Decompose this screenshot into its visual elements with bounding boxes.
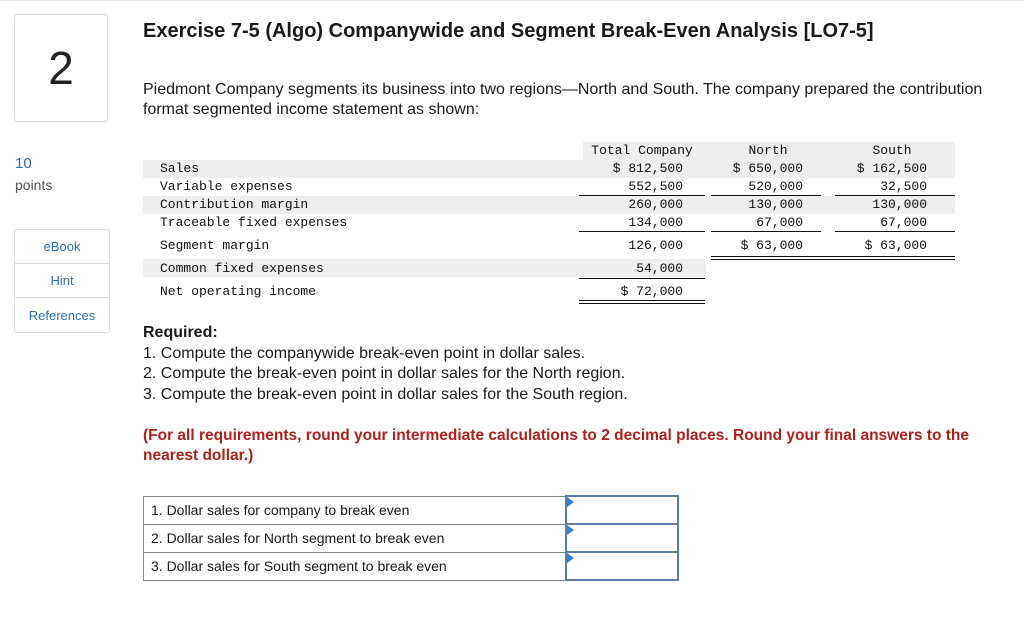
rule <box>711 195 821 196</box>
south-value: 67,000 <box>880 215 927 230</box>
row-label: Sales <box>160 161 200 176</box>
double-rule <box>579 300 705 301</box>
total-value: 126,000 <box>628 238 683 253</box>
north-value: $ 650,000 <box>732 161 803 176</box>
north-value: $ 63,000 <box>740 238 803 253</box>
header-total: Total Company <box>591 143 693 158</box>
ebook-button[interactable]: eBook <box>15 230 109 264</box>
south-value: 32,500 <box>880 179 927 194</box>
header-north: North <box>748 143 788 158</box>
references-button[interactable]: References <box>28 307 96 323</box>
answer-cell <box>566 524 678 552</box>
south-value: $ 162,500 <box>856 161 927 176</box>
answer-cell <box>566 496 678 524</box>
rounding-instructions: (For all requirements, round your intermediate calculations to 2 decimal places. Round your final answers to the nearest dollar.) <box>143 427 969 464</box>
rule <box>579 278 705 279</box>
header-south: South <box>872 143 912 158</box>
intro-text: Piedmont Company segments its business into two regions—North and South. The company prepared the contribution format segmented income statement as shown: <box>143 81 983 118</box>
income-statement <box>143 142 955 304</box>
south-value: $ 63,000 <box>864 238 927 253</box>
answer-row <box>144 524 679 552</box>
rule <box>835 195 955 196</box>
total-value: 54,000 <box>636 261 683 276</box>
top-divider <box>0 0 1024 1</box>
total-value: 552,500 <box>628 179 683 194</box>
input-flag-icon <box>567 553 574 563</box>
answer-row <box>144 552 679 580</box>
double-rule <box>579 303 705 304</box>
row-label: Traceable fixed expenses <box>160 215 348 230</box>
row-label: Variable expenses <box>160 179 293 194</box>
north-value: 520,000 <box>748 179 803 194</box>
hint-button[interactable]: Hint <box>15 264 109 298</box>
requirement-item: 3. Compute the break-even point in dollar sales for the South region. <box>143 385 628 403</box>
answer-label: 1. Dollar sales for company to break even <box>144 496 567 524</box>
row-label: Segment margin <box>160 238 270 253</box>
answer-label: 3. Dollar sales for South segment to break even <box>144 552 567 580</box>
requirement-item: 2. Compute the break-even point in dollar sales for the North region. <box>143 365 626 382</box>
total-value: 260,000 <box>628 197 683 212</box>
resource-buttons <box>14 229 110 333</box>
row-label: Contribution margin <box>160 197 309 212</box>
rule <box>579 195 705 196</box>
rule <box>835 231 955 232</box>
total-value: 134,000 <box>628 215 683 230</box>
points-value: 10 <box>15 155 32 172</box>
rule <box>579 231 705 232</box>
requirements <box>143 323 628 405</box>
total-value: $ 812,500 <box>612 161 683 176</box>
input-flag-icon <box>567 525 574 535</box>
answer-cell <box>566 552 678 580</box>
answer-row <box>144 496 679 524</box>
double-rule <box>711 256 955 257</box>
row-label: Common fixed expenses <box>160 261 324 276</box>
input-flag-icon <box>567 497 574 507</box>
north-break-even-input[interactable] <box>567 527 677 549</box>
south-break-even-input[interactable] <box>567 555 677 577</box>
required-heading: Required: <box>143 324 218 341</box>
south-value: 130,000 <box>872 197 927 212</box>
requirement-item: 1. Compute the companywide break-even point in dollar sales. <box>143 344 586 362</box>
exercise-title: Exercise 7-5 (Algo) Companywide and Segment Break-Even Analysis [LO7-5] <box>143 20 874 42</box>
answer-label: 2. Dollar sales for North segment to break even <box>144 524 567 552</box>
company-break-even-input[interactable] <box>567 499 677 521</box>
question-number: 2 <box>14 14 108 122</box>
total-value: $ 72,000 <box>620 284 683 299</box>
north-value: 130,000 <box>748 197 803 212</box>
answer-table <box>143 495 679 581</box>
north-value: 67,000 <box>756 215 803 230</box>
double-rule <box>711 259 955 260</box>
row-label: Net operating income <box>160 284 317 299</box>
points-label: points <box>15 177 53 193</box>
rule <box>711 231 821 232</box>
